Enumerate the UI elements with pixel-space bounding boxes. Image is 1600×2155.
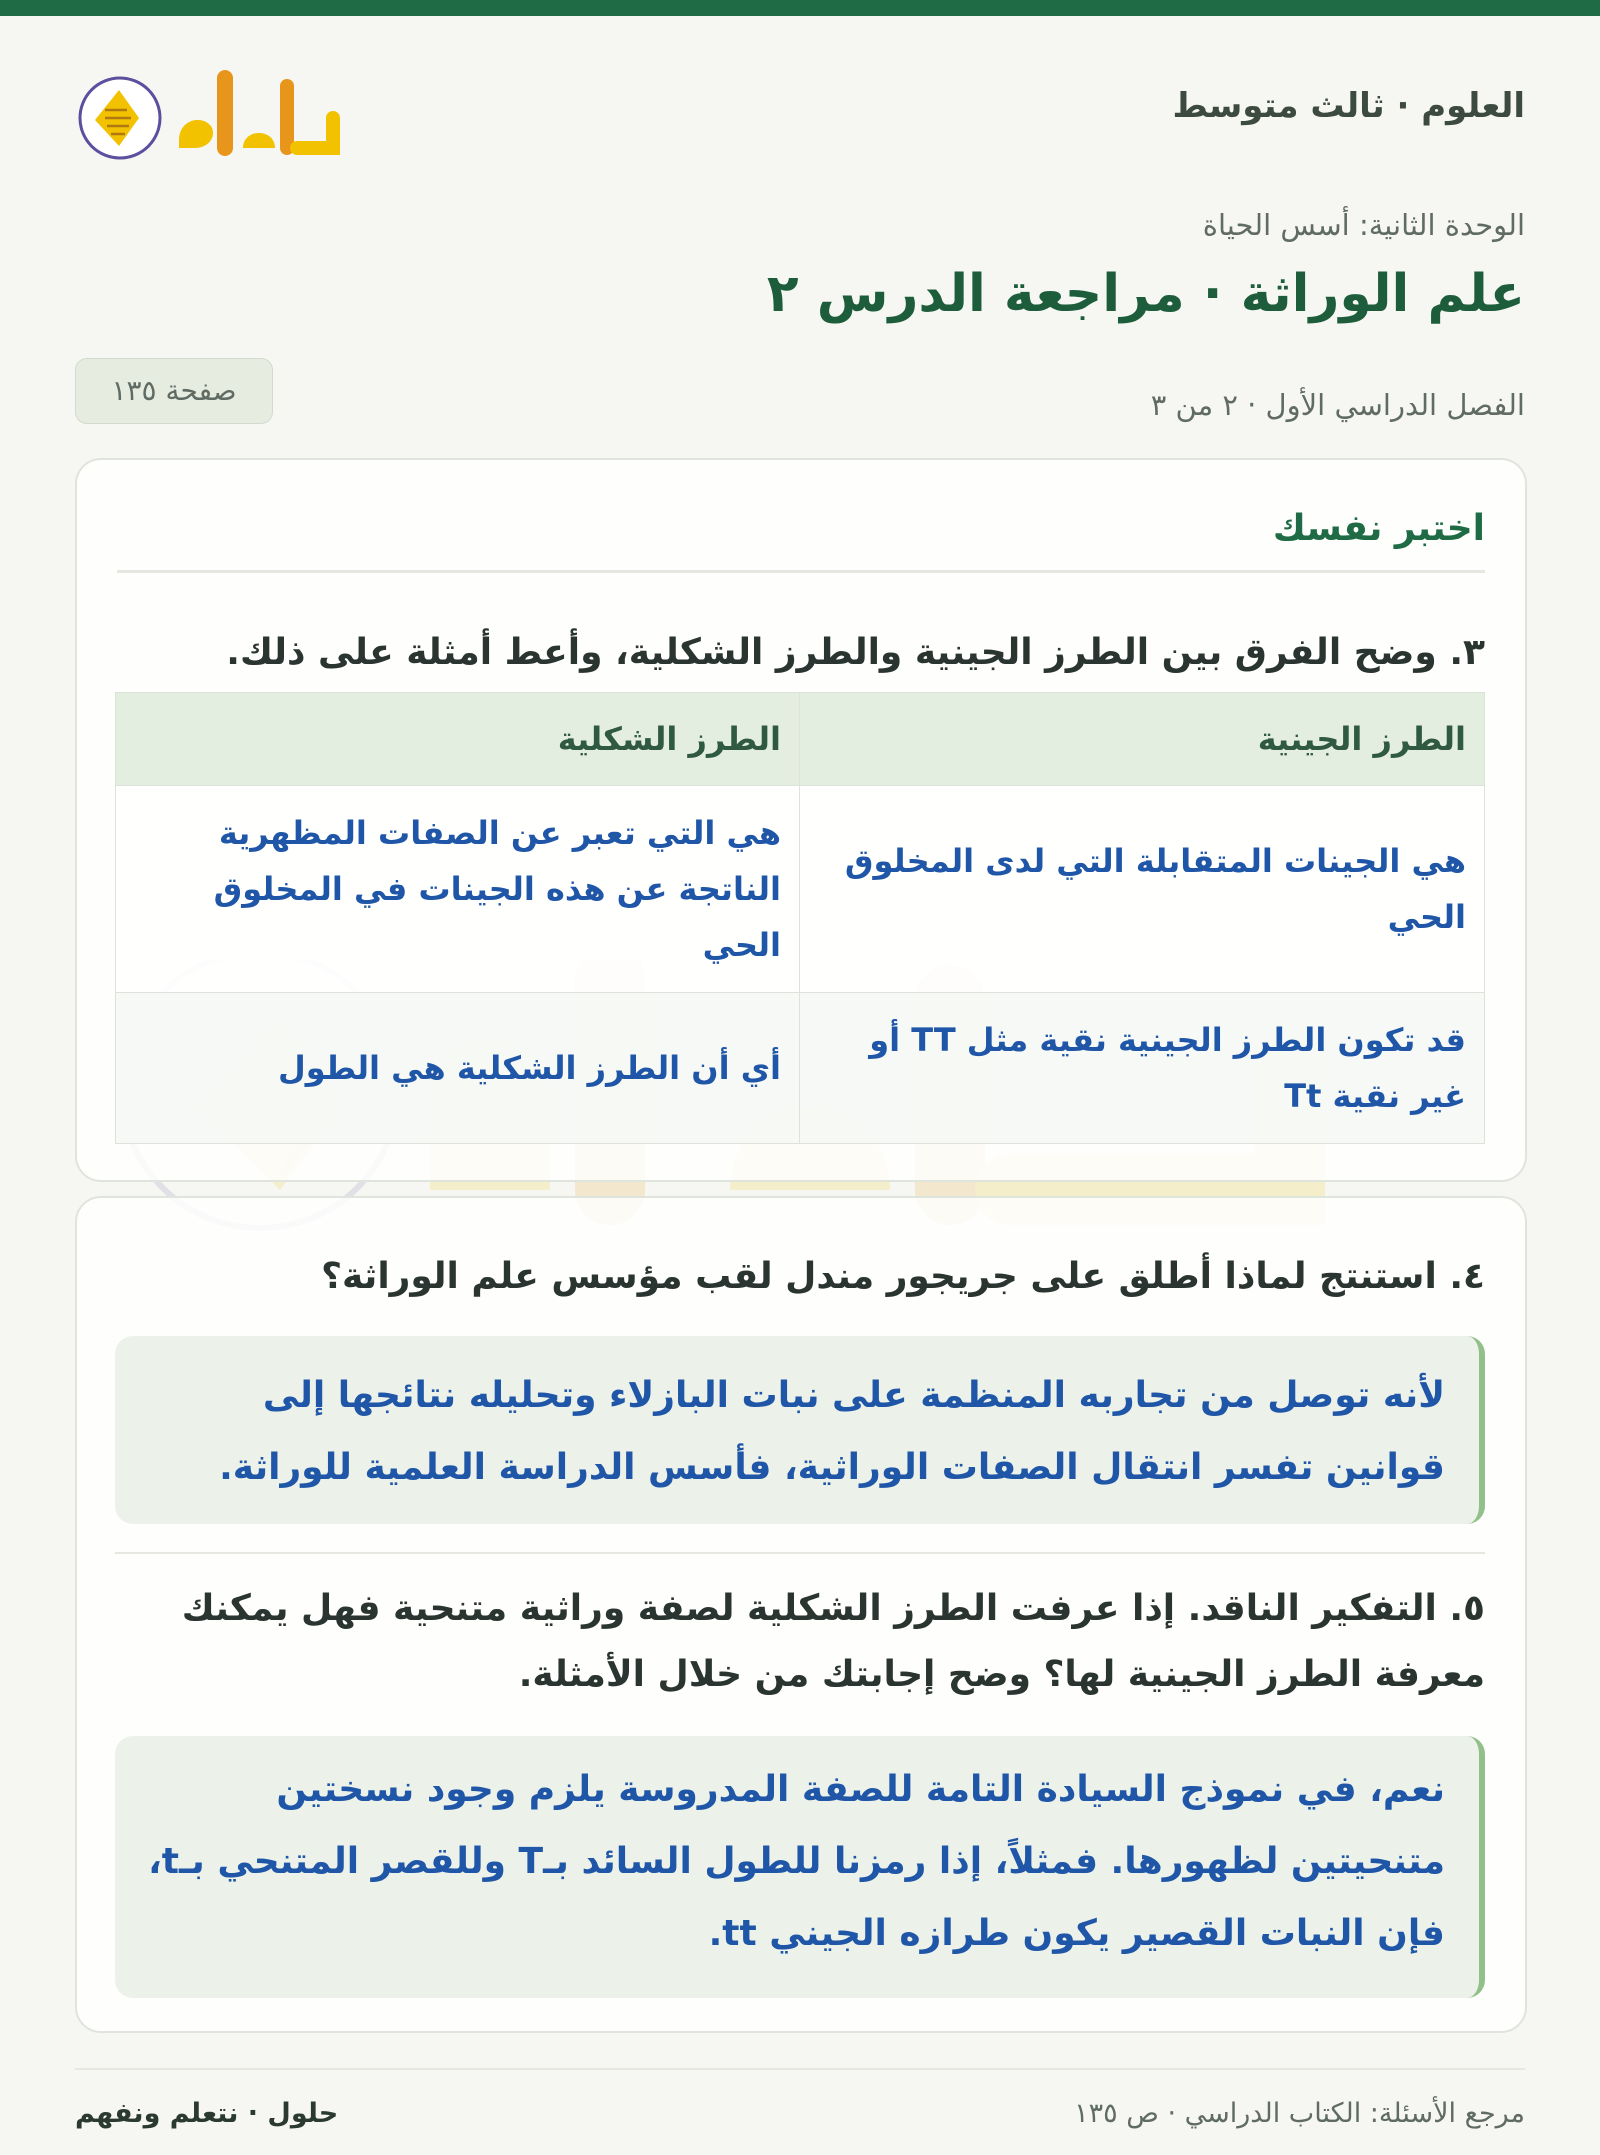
genotype-phenotype-table <box>115 692 1485 1144</box>
footer-divider <box>75 2068 1525 2070</box>
answer-4: لأنه توصل من تجاربه المنظمة على نبات البازلاء وتحليله نتائجها إلى قوانين تفسر انتقال الصفات الوراثية، فأسس الدراسة العلمية للوراثة. <box>115 1336 1485 1524</box>
term-label: الفصل الدراسي الأول · ٢ من ٣ <box>1150 388 1525 422</box>
page-header <box>75 16 1525 186</box>
table-row <box>116 993 1485 1144</box>
self-test-card <box>75 458 1527 1182</box>
questions-card <box>75 1196 1527 2033</box>
section-title: اختبر نفسك <box>117 508 1485 573</box>
page-number-badge: صفحة ١٣٥ <box>75 358 273 424</box>
subject-label: العلوم · ثالث متوسط <box>1172 86 1525 126</box>
answer-5: نعم، في نموذج السيادة التامة للصفة المدروسة يلزم وجود نسختين متنحيتين لظهورها. فمثلاً، إذا رمزنا للطول السائد بـT وللقصر المتنحي بـt، فإن النبات القصير يكون طرازه الجيني tt. <box>115 1736 1485 1998</box>
question-4: ٤. استنتج لماذا أطلق على جريجور مندل لقب مؤسس علم الوراثة؟ <box>321 1256 1485 1297</box>
brand-tagline: حلول · نتعلم ونفهم <box>75 2098 339 2129</box>
hulul-logo <box>75 56 345 176</box>
table-header-row <box>116 693 1485 786</box>
top-accent-bar <box>0 0 1600 16</box>
worksheet-page <box>75 16 1525 2129</box>
table-cell: أي أن الطرز الشكلية هي الطول <box>116 993 800 1144</box>
divider <box>115 1552 1485 1554</box>
table-cell: هي الجينات المتقابلة التي لدى المخلوق الحي <box>800 786 1485 993</box>
reference-note: مرجع الأسئلة: الكتاب الدراسي · ص ١٣٥ <box>1074 2098 1525 2129</box>
table-row <box>116 786 1485 993</box>
table-cell: هي التي تعبر عن الصفات المظهرية الناتجة عن هذه الجينات في المخلوق الحي <box>116 786 800 993</box>
table-header-genotype: الطرز الجينية <box>800 693 1485 786</box>
unit-label: الوحدة الثانية: أسس الحياة <box>1202 208 1525 242</box>
table-header-phenotype: الطرز الشكلية <box>116 693 800 786</box>
table-cell: قد تكون الطرز الجينية نقية مثل TT أو غير نقية Tt <box>800 993 1485 1144</box>
question-3: ٣. وضح الفرق بين الطرز الجينية والطرز الشكلية، وأعط أمثلة على ذلك. <box>226 632 1485 673</box>
page-title: علم الوراثة · مراجعة الدرس ٢ <box>766 264 1525 324</box>
question-5: ٥. التفكير الناقد. إذا عرفت الطرز الشكلية لصفة وراثية متنحية فهل يمكنك معرفة الطرز الجينية لها؟ وضح إجابتك من خلال الأمثلة. <box>181 1588 1485 1695</box>
